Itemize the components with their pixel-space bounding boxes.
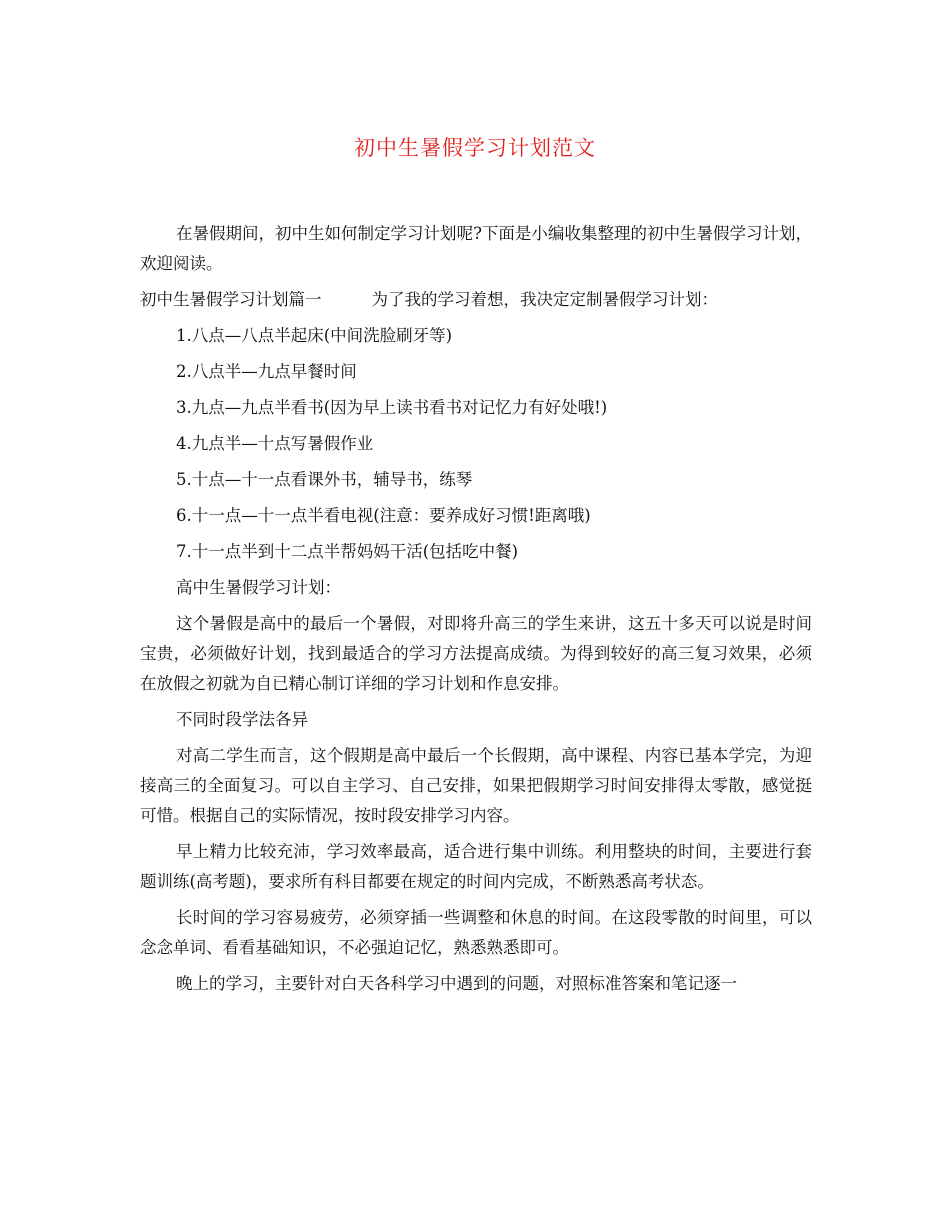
evening-paragraph: 晚上的学习，主要针对白天各科学习中遇到的问题，对照标准答案和笔记逐一 <box>176 974 737 993</box>
schedule-item-4: 4.九点半—十点写暑假作业 <box>176 434 374 453</box>
document-title: 初中生暑假学习计划范文 <box>354 136 596 160</box>
schedule-item-5: 5.十点—十一点看课外书，辅导书，练琴 <box>176 470 473 489</box>
section1-intro: 为了我的学习着想，我决定定制暑假学习计划： <box>371 290 718 309</box>
break-paragraph: 长时间的学习容易疲劳，必须穿插一些调整和休息的时间。在这段零散的时间里，可以念念单词、看看基础知识，不必强迫记忆，熟悉熟悉即可。 <box>140 908 812 957</box>
section1-label: 初中生暑假学习计划篇一 <box>140 290 322 309</box>
morning-paragraph: 早上精力比较充沛，学习效率最高，适合进行集中训练。利用整块的时间，主要进行套题训练(高考题)，要求所有科目都要在规定的时间内完成，不断熟悉高考状态。 <box>140 842 812 891</box>
schedule-item-2: 2.八点半—九点早餐时间 <box>176 362 357 381</box>
schedule-item-3: 3.九点—九点半看书(因为早上读书看书对记忆力有好处哦!) <box>176 398 608 417</box>
subheading: 不同时段学法各异 <box>176 710 308 729</box>
section1-line <box>140 285 812 315</box>
senior-paragraph: 这个暑假是高中的最后一个暑假，对即将升高三的学生来讲，这五十多天可以说是时间宝贵，必须做好计划，找到最适合的学习方法提高成绩。为得到较好的高三复习效果，必须在放假之初就为自已精心制订详细的学习计划和作息安排。 <box>140 614 812 693</box>
document-body <box>140 219 812 1005</box>
schedule-item-1: 1.八点—八点半起床(中间洗脸刷牙等) <box>176 326 453 345</box>
grade2-paragraph: 对高二学生而言，这个假期是高中最后一个长假期，高中课程、内容已基本学完，为迎接高三的全面复习。可以自主学习、自己安排，如果把假期学习时间安排得太零散，感觉挺可惜。根据自己的实际情况，按时段安排学习内容。 <box>140 746 812 825</box>
intro-paragraph: 在暑假期间，初中生如何制定学习计划呢?下面是小编收集整理的初中生暑假学习计划，欢迎阅读。 <box>140 224 812 273</box>
section2-heading: 高中生暑假学习计划： <box>176 578 341 597</box>
schedule-item-6: 6.十一点—十一点半看电视(注意：要养成好习惯!距离哦) <box>176 506 591 525</box>
schedule-item-7: 7.十一点半到十二点半帮妈妈干活(包括吃中餐) <box>176 542 519 561</box>
